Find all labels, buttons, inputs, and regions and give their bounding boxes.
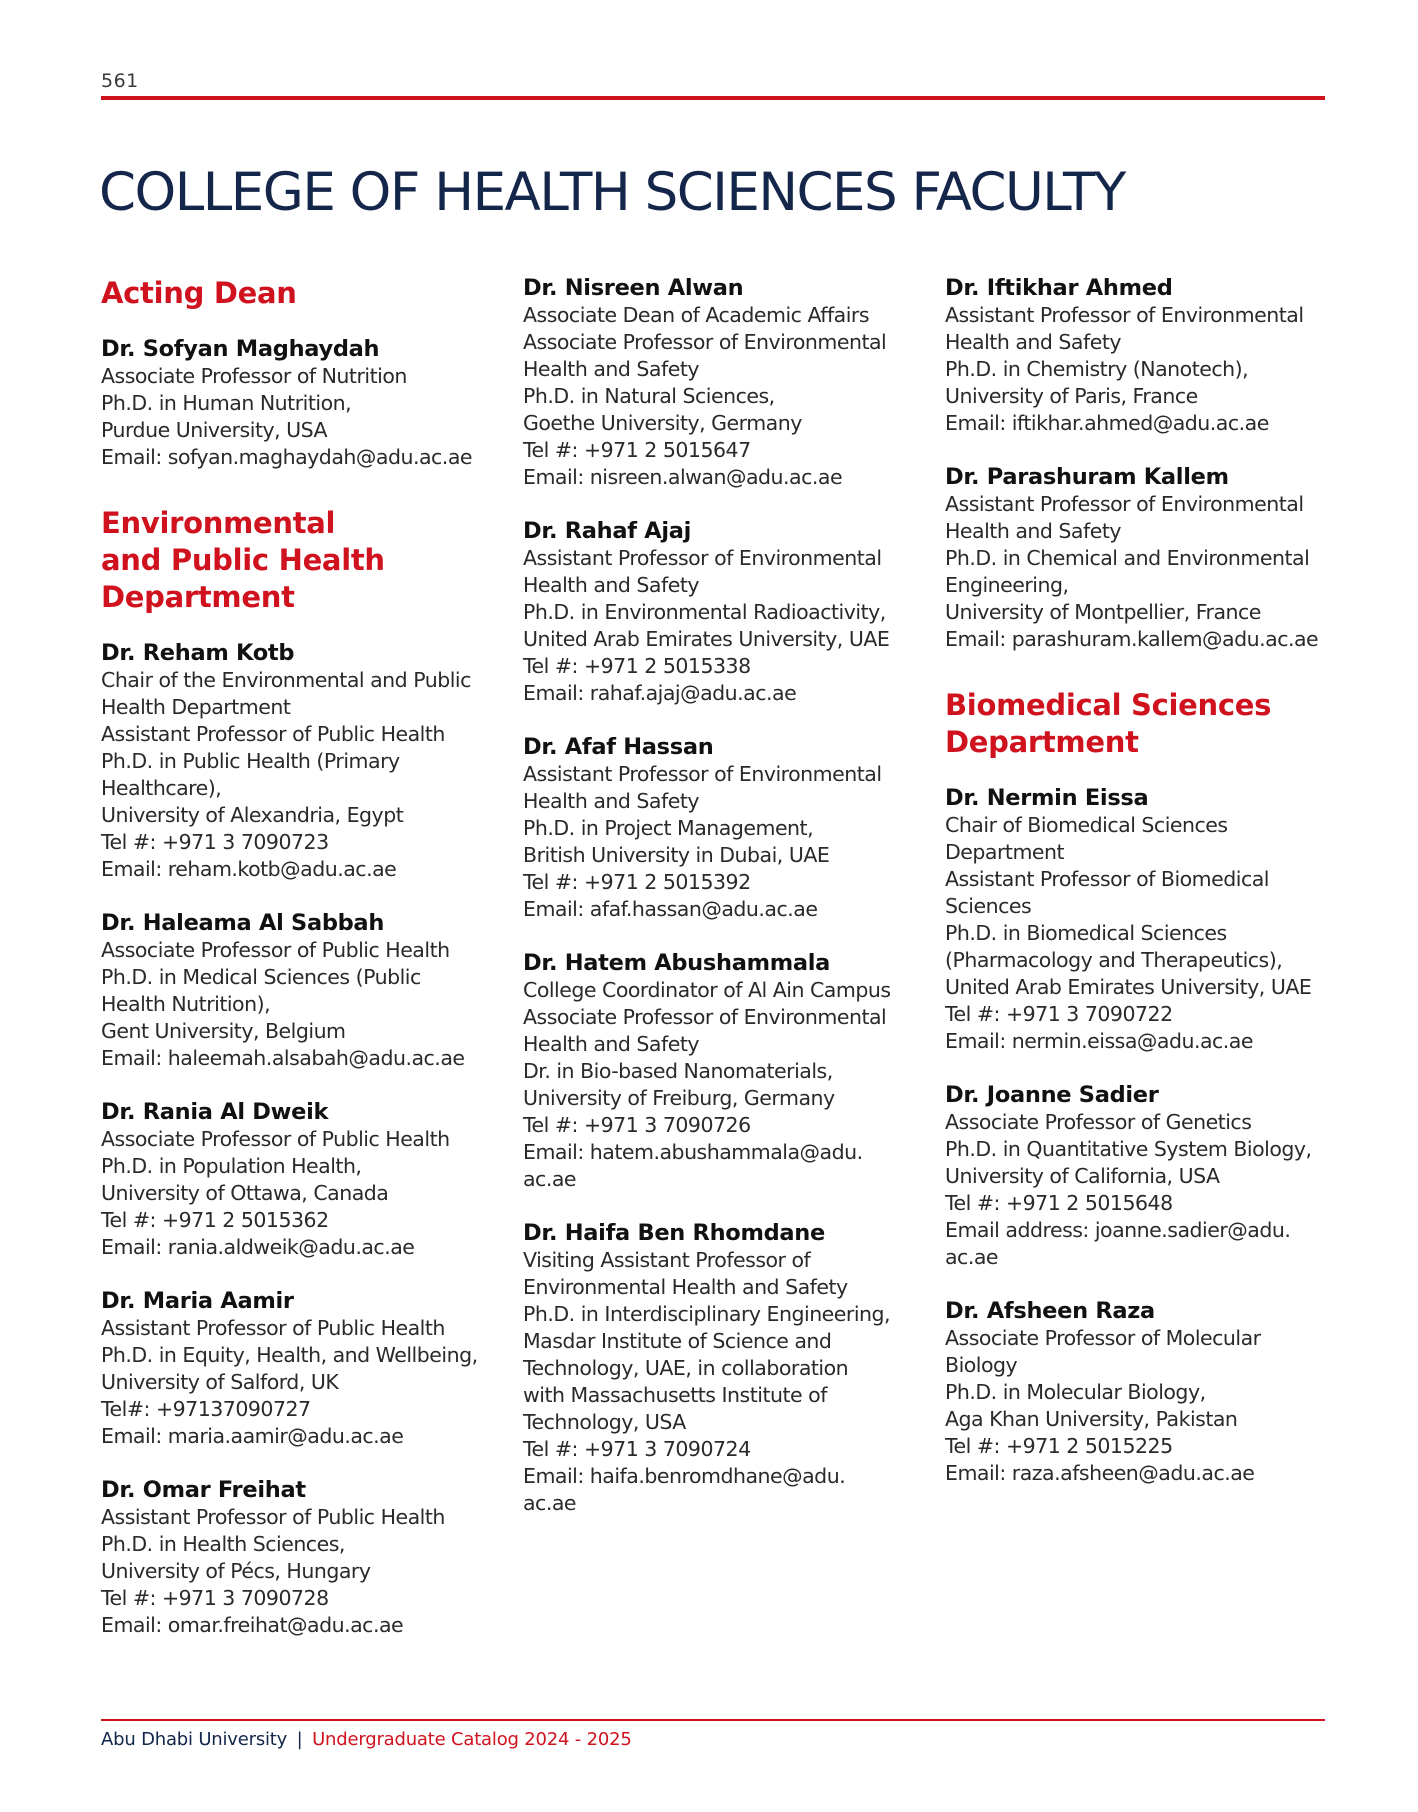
faculty-detail-line: Aga Khan University, Pakistan	[945, 1407, 1238, 1431]
faculty-detail-line: Tel #: +971 3 7090726	[523, 1113, 751, 1137]
faculty-entry	[101, 640, 501, 883]
faculty-detail-line: Email: hatem.abushammala@adu.	[523, 1140, 863, 1164]
faculty-detail-line: Ph.D. in Public Health (Primary	[101, 749, 400, 773]
page-title: COLLEGE OF HEALTH SCIENCES FACULTY	[99, 162, 1125, 223]
faculty-name: Dr. Nermin Eissa	[945, 785, 1149, 811]
faculty-name: Dr. Maria Aamir	[101, 1288, 294, 1314]
faculty-entry	[101, 1477, 501, 1639]
faculty-detail-line: Biology	[945, 1353, 1018, 1377]
faculty-detail-line: Tel #: +971 2 5015338	[523, 654, 751, 678]
faculty-detail-line: (Pharmacology and Therapeutics),	[945, 948, 1283, 972]
faculty-detail-line: Email: haifa.benromdhane@adu.	[523, 1464, 846, 1488]
faculty-detail-line: Tel #: +971 2 5015362	[101, 1208, 329, 1232]
faculty-detail-line: Assistant Professor of Biomedical	[945, 867, 1270, 891]
faculty-detail-line: Email: omar.freihat@adu.ac.ae	[101, 1613, 404, 1637]
faculty-detail-line: Health Department	[101, 695, 291, 719]
faculty-detail-line: Associate Professor of Public Health	[101, 938, 450, 962]
faculty-detail-line: Health and Safety	[945, 519, 1121, 543]
faculty-detail-line: Assistant Professor of Environmental	[523, 762, 882, 786]
faculty-detail-line: Tel #: +971 2 5015225	[945, 1434, 1173, 1458]
faculty-detail-line: University of Ottawa, Canada	[101, 1181, 389, 1205]
faculty-detail-line: Email: afaf.hassan@adu.ac.ae	[523, 897, 818, 921]
faculty-name: Dr. Parashuram Kallem	[945, 464, 1229, 490]
faculty-detail-line: Visiting Assistant Professor of	[523, 1248, 811, 1272]
faculty-entry	[523, 734, 923, 923]
faculty-detail-line: Ph.D. in Quantitative System Biology,	[945, 1137, 1312, 1161]
faculty-detail-line: Goethe University, Germany	[523, 411, 802, 435]
department-heading-line: Environmental	[101, 506, 336, 540]
faculty-name: Dr. Iftikhar Ahmed	[945, 275, 1173, 301]
faculty-detail-line: University of Montpellier, France	[945, 600, 1261, 624]
faculty-detail-line: Email: rahaf.ajaj@adu.ac.ae	[523, 681, 797, 705]
faculty-detail-line: Associate Professor of Genetics	[945, 1110, 1252, 1134]
faculty-entry	[523, 1220, 923, 1517]
faculty-detail-line: Ph.D. in Health Sciences,	[101, 1532, 345, 1556]
faculty-detail-line: Tel#: +97137090727	[101, 1397, 311, 1421]
faculty-name: Dr. Joanne Sadier	[945, 1082, 1159, 1108]
faculty-detail-line: Health and Safety	[945, 330, 1121, 354]
department-heading-line: Biomedical Sciences	[945, 688, 1272, 722]
faculty-entry	[101, 910, 501, 1072]
department-heading	[101, 275, 501, 312]
department-heading-line: Department	[945, 725, 1139, 759]
faculty-entry	[945, 1082, 1345, 1271]
faculty-column-3	[945, 275, 1345, 1514]
faculty-detail-line: Health and Safety	[523, 789, 699, 813]
faculty-detail-line: Tel #: +971 2 5015647	[523, 438, 751, 462]
faculty-column-2	[523, 275, 923, 1544]
faculty-detail-line: Ph.D. in Biomedical Sciences	[945, 921, 1227, 945]
faculty-detail-line: Associate Professor of Nutrition	[101, 364, 407, 388]
faculty-detail-line: Ph.D. in Medical Sciences (Public	[101, 965, 421, 989]
faculty-entry	[523, 275, 923, 491]
faculty-detail-line: College Coordinator of Al Ain Campus	[523, 978, 891, 1002]
faculty-detail-line: Technology, UAE, in collaboration	[523, 1356, 849, 1380]
faculty-detail-line: Associate Professor of Environmental	[523, 1005, 887, 1029]
faculty-detail-line: Email: maria.aamir@adu.ac.ae	[101, 1424, 404, 1448]
faculty-detail-line: with Massachusetts Institute of	[523, 1383, 827, 1407]
faculty-detail-line: ac.ae	[523, 1491, 577, 1515]
faculty-name: Dr. Omar Freihat	[101, 1477, 306, 1503]
department-heading	[101, 505, 501, 616]
faculty-detail-line: Email: sofyan.maghaydah@adu.ac.ae	[101, 445, 472, 469]
faculty-detail-line: Tel #: +971 2 5015392	[523, 870, 751, 894]
faculty-detail-line: Tel #: +971 3 7090723	[101, 830, 329, 854]
faculty-entry	[945, 275, 1345, 437]
faculty-detail-line: University of Paris, France	[945, 384, 1198, 408]
faculty-detail-line: Health and Safety	[523, 573, 699, 597]
faculty-detail-line: ac.ae	[523, 1167, 577, 1191]
faculty-detail-line: Email: rania.aldweik@adu.ac.ae	[101, 1235, 415, 1259]
faculty-detail-line: Ph.D. in Chemical and Environmental	[945, 546, 1310, 570]
faculty-name: Dr. Rahaf Ajaj	[523, 518, 692, 544]
faculty-detail-line: Email: raza.afsheen@adu.ac.ae	[945, 1461, 1255, 1485]
header-rule	[101, 96, 1325, 100]
faculty-detail-line: University of California, USA	[945, 1164, 1220, 1188]
footer	[101, 1729, 632, 1750]
faculty-detail-line: Ph.D. in Molecular Biology,	[945, 1380, 1206, 1404]
faculty-detail-line: Assistant Professor of Environmental	[523, 546, 882, 570]
faculty-detail-line: Chair of Biomedical Sciences	[945, 813, 1228, 837]
department-heading-line: and Public Health	[101, 543, 385, 577]
faculty-detail-line: Masdar Institute of Science and	[523, 1329, 832, 1353]
faculty-detail-line: Assistant Professor of Public Health	[101, 1316, 445, 1340]
faculty-detail-line: Ph.D. in Interdisciplinary Engineering,	[523, 1302, 891, 1326]
faculty-detail-line: Ph.D. in Equity, Health, and Wellbeing,	[101, 1343, 478, 1367]
faculty-name: Dr. Afsheen Raza	[945, 1298, 1155, 1324]
faculty-detail-line: University of Freiburg, Germany	[523, 1086, 835, 1110]
faculty-detail-line: Department	[945, 840, 1065, 864]
faculty-detail-line: Email: iftikhar.ahmed@adu.ac.ae	[945, 411, 1269, 435]
faculty-name: Dr. Afaf Hassan	[523, 734, 714, 760]
faculty-entry	[945, 464, 1345, 653]
faculty-detail-line: Health Nutrition),	[101, 992, 271, 1016]
faculty-detail-line: Ph.D. in Human Nutrition,	[101, 391, 352, 415]
faculty-entry	[101, 1288, 501, 1450]
faculty-detail-line: University of Alexandria, Egypt	[101, 803, 404, 827]
faculty-name: Dr. Haleama Al Sabbah	[101, 910, 385, 936]
faculty-entry	[523, 950, 923, 1193]
faculty-detail-line: Ph.D. in Population Health,	[101, 1154, 362, 1178]
faculty-detail-line: Healthcare),	[101, 776, 222, 800]
faculty-detail-line: Sciences	[945, 894, 1032, 918]
faculty-detail-line: Engineering,	[945, 573, 1069, 597]
faculty-detail-line: United Arab Emirates University, UAE	[945, 975, 1312, 999]
footer-catalog: Undergraduate Catalog 2024 - 2025	[312, 1729, 632, 1750]
faculty-name: Dr. Haifa Ben Rhomdane	[523, 1220, 825, 1246]
faculty-detail-line: Tel #: +971 3 7090724	[523, 1437, 751, 1461]
faculty-detail-line: United Arab Emirates University, UAE	[523, 627, 890, 651]
faculty-detail-line: Assistant Professor of Public Health	[101, 722, 445, 746]
faculty-detail-line: Tel #: +971 3 7090722	[945, 1002, 1173, 1026]
faculty-name: Dr. Sofyan Maghaydah	[101, 336, 380, 362]
faculty-entry	[101, 1099, 501, 1261]
faculty-detail-line: Assistant Professor of Environmental	[945, 492, 1304, 516]
faculty-entry	[945, 1298, 1345, 1487]
faculty-detail-line: Ph.D. in Project Management,	[523, 816, 814, 840]
faculty-detail-line: Tel #: +971 2 5015648	[945, 1191, 1173, 1215]
faculty-detail-line: ac.ae	[945, 1245, 999, 1269]
faculty-name: Dr. Nisreen Alwan	[523, 275, 744, 301]
faculty-detail-line: Purdue University, USA	[101, 418, 328, 442]
faculty-detail-line: University of Salford, UK	[101, 1370, 339, 1394]
faculty-detail-line: Chair of the Environmental and Public	[101, 668, 471, 692]
faculty-name: Dr. Reham Kotb	[101, 640, 295, 666]
department-heading	[945, 687, 1345, 761]
footer-separator: |	[296, 1729, 303, 1750]
faculty-name: Dr. Hatem Abushammala	[523, 950, 831, 976]
faculty-detail-line: Associate Professor of Molecular	[945, 1326, 1261, 1350]
faculty-detail-line: University of Pécs, Hungary	[101, 1559, 371, 1583]
faculty-detail-line: Technology, USA	[523, 1410, 686, 1434]
faculty-detail-line: Assistant Professor of Public Health	[101, 1505, 445, 1529]
faculty-detail-line: Email: haleemah.alsabah@adu.ac.ae	[101, 1046, 465, 1070]
faculty-detail-line: Environmental Health and Safety	[523, 1275, 848, 1299]
department-heading-line: Department	[101, 580, 295, 614]
faculty-name: Dr. Rania Al Dweik	[101, 1099, 329, 1125]
faculty-detail-line: Tel #: +971 3 7090728	[101, 1586, 329, 1610]
faculty-detail-line: Ph.D. in Environmental Radioactivity,	[523, 600, 886, 624]
faculty-entry	[101, 336, 501, 471]
footer-rule	[101, 1719, 1325, 1721]
faculty-detail-line: Email: parashuram.kallem@adu.ac.ae	[945, 627, 1319, 651]
faculty-detail-line: Ph.D. in Natural Sciences,	[523, 384, 775, 408]
faculty-detail-line: Gent University, Belgium	[101, 1019, 346, 1043]
faculty-detail-line: Dr. in Bio-based Nanomaterials,	[523, 1059, 833, 1083]
faculty-detail-line: Email address: joanne.sadier@adu.	[945, 1218, 1291, 1242]
faculty-detail-line: Assistant Professor of Environmental	[945, 303, 1304, 327]
faculty-detail-line: Associate Professor of Environmental	[523, 330, 887, 354]
faculty-detail-line: British University in Dubai, UAE	[523, 843, 830, 867]
faculty-detail-line: Email: nermin.eissa@adu.ac.ae	[945, 1029, 1253, 1053]
faculty-entry	[945, 785, 1345, 1055]
page-number: 561	[101, 70, 139, 92]
faculty-detail-line: Email: nisreen.alwan@adu.ac.ae	[523, 465, 843, 489]
faculty-detail-line: Associate Dean of Academic Affairs	[523, 303, 870, 327]
faculty-detail-line: Associate Professor of Public Health	[101, 1127, 450, 1151]
faculty-entry	[523, 518, 923, 707]
faculty-detail-line: Email: reham.kotb@adu.ac.ae	[101, 857, 397, 881]
faculty-column-1	[101, 275, 501, 1666]
faculty-detail-line: Ph.D. in Chemistry (Nanotech),	[945, 357, 1249, 381]
faculty-detail-line: Health and Safety	[523, 357, 699, 381]
faculty-detail-line: Health and Safety	[523, 1032, 699, 1056]
department-heading-line: Acting Dean	[101, 276, 297, 310]
footer-university: Abu Dhabi University	[101, 1729, 288, 1750]
